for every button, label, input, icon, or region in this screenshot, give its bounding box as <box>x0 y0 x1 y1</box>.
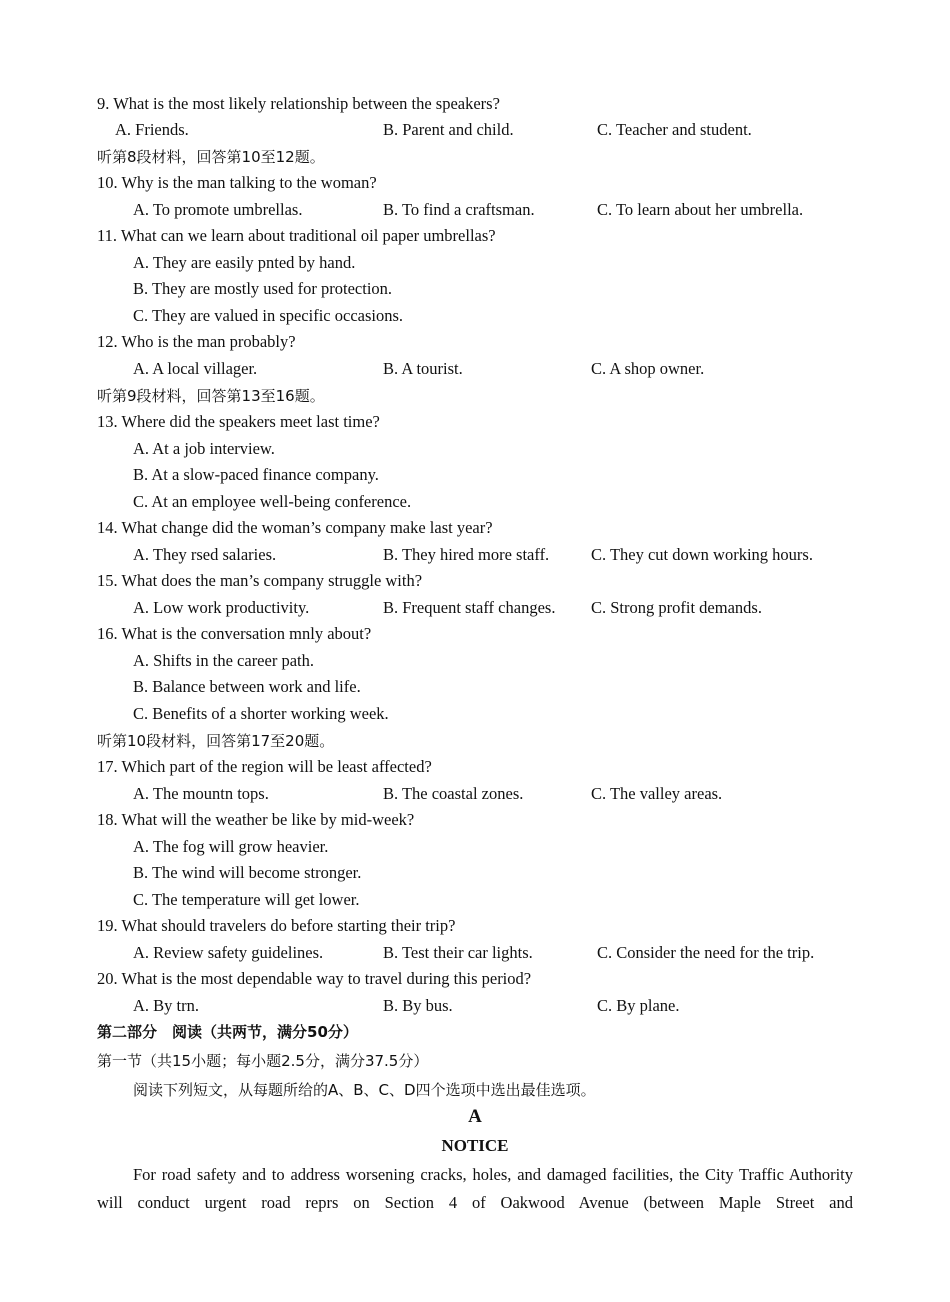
question-13-option-a: A. At a job interview. <box>133 439 275 458</box>
question-9-option-b: B. Parent and child. <box>383 120 514 139</box>
question-13-option-c: C. At an employee well-being conference. <box>133 492 412 511</box>
question-20-option-b: B. By bus. <box>383 996 453 1015</box>
question-9-stem: 9. What is the most likely relationship between the speakers? <box>97 94 500 113</box>
question-19-stem: 19. What should travelers do before starting their trip? <box>97 916 456 935</box>
question-20-option-c: C. By plane. <box>597 996 680 1015</box>
question-11-option-b: B. They are mostly used for protection. <box>133 279 393 298</box>
question-13-option-b: B. At a slow-paced finance company. <box>133 465 379 484</box>
question-15-option-b: B. Frequent staff changes. <box>383 598 556 617</box>
question-16-stem: 16. What is the conversation mnly about? <box>97 624 372 643</box>
question-14-option-b: B. They hired more staff. <box>383 545 550 564</box>
question-15-stem: 15. What does the man’s company struggle with? <box>97 571 423 590</box>
question-18-option-a: A. The fog will grow heavier. <box>133 837 329 856</box>
question-13-stem: 13. Where did the speakers meet last time? <box>97 412 380 431</box>
question-19-option-a: A. Review safety guidelines. <box>133 943 324 962</box>
part-two-heading: 第二部分 阅读（共两节，满分50分） <box>97 1023 358 1041</box>
question-10-option-a: A. To promote umbrellas. <box>133 200 303 219</box>
reading-instruction: 阅读下列短文，从每题所给的A、B、C、D四个选项中选出最佳选项。 <box>133 1081 596 1099</box>
question-17-option-a: A. The mountn tops. <box>133 784 269 803</box>
question-18-option-c: C. The temperature will get lower. <box>133 890 360 909</box>
question-15-option-c: C. Strong profit demands. <box>591 598 762 617</box>
question-14-option-c: C. They cut down working hours. <box>591 545 813 564</box>
question-19-option-b: B. Test their car lights. <box>383 943 533 962</box>
question-18-stem: 18. What will the weather be like by mid-week? <box>97 810 415 829</box>
question-12-option-a: A. A local villager. <box>133 359 258 378</box>
question-16-option-c: C. Benefits of a shorter working week. <box>133 704 389 723</box>
question-17-stem: 17. Which part of the region will be least affected? <box>97 757 432 776</box>
question-11-option-a: A. They are easily pnted by hand. <box>133 253 356 272</box>
passage-paragraph: For road safety and to address worsening cracks, holes, and damaged facilities, the City Traffic Authority will conduct urgent road reprs on Section 4 of Oakwood Avenue (between Maple Street and <box>97 1165 853 1212</box>
question-9-option-a: A. Friends. <box>115 120 189 139</box>
section-9-heading: 听第9段材料，回答第13至16题。 <box>97 387 325 405</box>
question-9-option-c: C. Teacher and student. <box>597 120 752 139</box>
question-17-option-b: B. The coastal zones. <box>383 784 524 803</box>
question-15-option-a: A. Low work productivity. <box>133 598 310 617</box>
question-18-option-b: B. The wind will become stronger. <box>133 863 362 882</box>
question-17-option-c: C. The valley areas. <box>591 784 723 803</box>
section-one-heading: 第一节（共15小题；每小题2.5分，满分37.5分） <box>97 1052 429 1070</box>
passage-letter: A <box>468 1106 482 1127</box>
section-8-heading: 听第8段材料，回答第10至12题。 <box>97 148 325 166</box>
question-14-option-a: A. They rsed salaries. <box>133 545 277 564</box>
question-10-stem: 10. Why is the man talking to the woman? <box>97 173 377 192</box>
question-12-option-b: B. A tourist. <box>383 359 463 378</box>
section-10-heading: 听第10段材料，回答第17至20题。 <box>97 732 335 750</box>
question-20-option-a: A. By trn. <box>133 996 199 1015</box>
question-10-option-b: B. To find a craftsman. <box>383 200 535 219</box>
question-16-option-b: B. Balance between work and life. <box>133 677 361 696</box>
question-11-stem: 11. What can we learn about traditional oil paper umbrellas? <box>97 226 496 245</box>
question-12-option-c: C. A shop owner. <box>591 359 705 378</box>
question-19-option-c: C. Consider the need for the trip. <box>597 943 815 962</box>
question-14-stem: 14. What change did the woman’s company make last year? <box>97 518 493 537</box>
question-16-option-a: A. Shifts in the career path. <box>133 651 314 670</box>
question-11-option-c: C. They are valued in specific occasions. <box>133 306 404 325</box>
question-10-option-c: C. To learn about her umbrella. <box>597 200 804 219</box>
question-20-stem: 20. What is the most dependable way to travel during this period? <box>97 969 532 988</box>
passage-title: NOTICE <box>441 1136 509 1155</box>
question-12-stem: 12. Who is the man probably? <box>97 332 296 351</box>
